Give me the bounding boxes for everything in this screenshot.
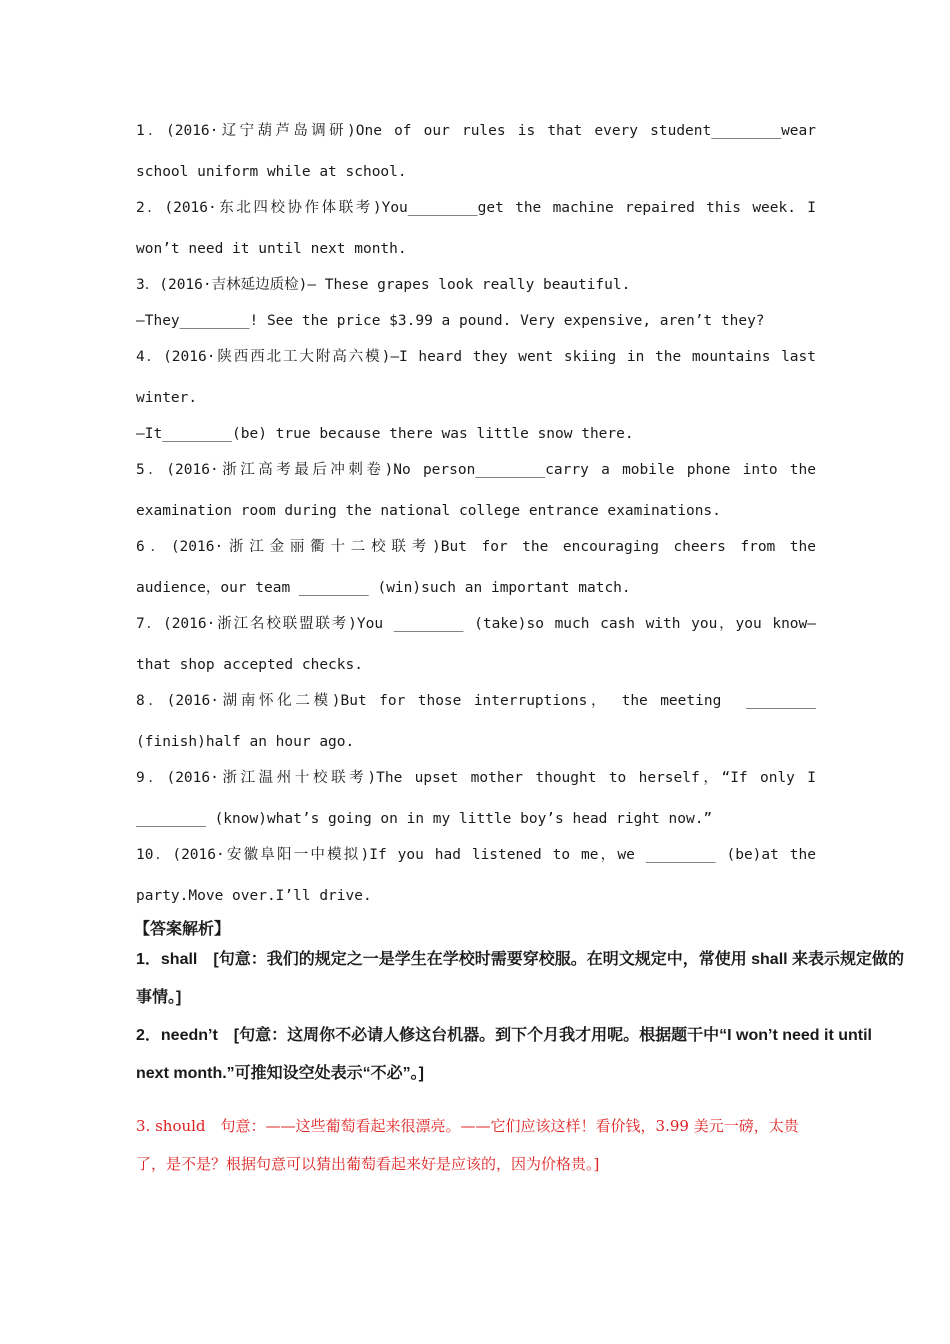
- question-line: 3．(2016·吉林延边质检)— These grapes look really beautiful.: [136, 277, 631, 293]
- question-line: —They________! See the price $3.99 a pound. Very expensive, aren’t they?: [136, 313, 765, 329]
- question-line: won’t need it until next month.: [136, 241, 407, 257]
- question-line: 1．(2016·辽宁葫芦岛调研)One of our rules is that every student________wear: [136, 123, 816, 139]
- question-line: 2．(2016·东北四校协作体联考)You________get the machine repaired this week. I: [136, 200, 816, 216]
- question-2: [136, 199, 816, 258]
- question-line: 4．(2016·陕西西北工大附高六模)—I heard they went skiing in the mountains last: [136, 349, 816, 365]
- question-line: 9．(2016·浙江温州十校联考)The upset mother thought to herself，“If only I: [136, 770, 816, 786]
- question-line: ________ (know)what’s going on in my little boy’s head right now.”: [136, 811, 713, 827]
- worksheet-body: [134, 122, 905, 1183]
- question-line: 8．(2016·湖南怀化二模)But for those interruptions， the meeting ________: [136, 693, 816, 709]
- answer-3: 3. should 句意：——这些葡萄看起来很漂亮。——它们应该这样！看价钱，3.99 美元一磅，太贵了，是不是？根据句意可以猜出葡萄看起来好是应该的，因为价格贵。]: [136, 1117, 799, 1173]
- question-4: [136, 348, 816, 443]
- question-line: —It________(be) true because there was little snow there.: [136, 426, 634, 442]
- answer-2: 2．needn’t [句意：这周你不必请人修这台机器。到下个月我才用呢。根据题干中“I won’t need it until next month.”可推知设空处表示“不必”。]: [136, 1027, 872, 1082]
- question-line: audience，our team ________ (win)such an important match.: [136, 580, 631, 596]
- question-line: (finish)half an hour ago.: [136, 734, 355, 750]
- question-1: [136, 122, 816, 181]
- question-3: [136, 276, 816, 330]
- answers-heading: 【答案解析】: [134, 921, 231, 938]
- question-line: examination room during the national college entrance examinations.: [136, 503, 721, 519]
- question-8: [136, 692, 816, 751]
- question-10: [136, 846, 816, 905]
- question-line: party.Move over.I’ll drive.: [136, 888, 372, 904]
- question-line: winter.: [136, 390, 198, 406]
- question-line: 10．(2016·安徽阜阳一中模拟)If you had listened to me，we ________ (be)at the: [136, 847, 816, 863]
- answer-1: 1．shall [句意：我们的规定之一是学生在学校时需要穿校服。在明文规定中，常使用 shall 来表示规定做的事情。]: [136, 951, 905, 1006]
- question-line: that shop accepted checks.: [136, 657, 363, 673]
- question-7: [136, 615, 816, 674]
- question-6: [136, 538, 816, 597]
- question-line: school uniform while at school.: [136, 164, 407, 180]
- question-line: 7．(2016·浙江名校联盟联考)You ________ (take)so much cash with you，you know—: [136, 616, 816, 632]
- question-line: 6．(2016·浙江金丽衢十二校联考)But for the encouraging cheers from the: [136, 539, 816, 555]
- question-9: [136, 769, 816, 828]
- question-5: [136, 461, 816, 520]
- question-line: 5．(2016·浙江高考最后冲刺卷)No person________carry a mobile phone into the: [136, 462, 816, 478]
